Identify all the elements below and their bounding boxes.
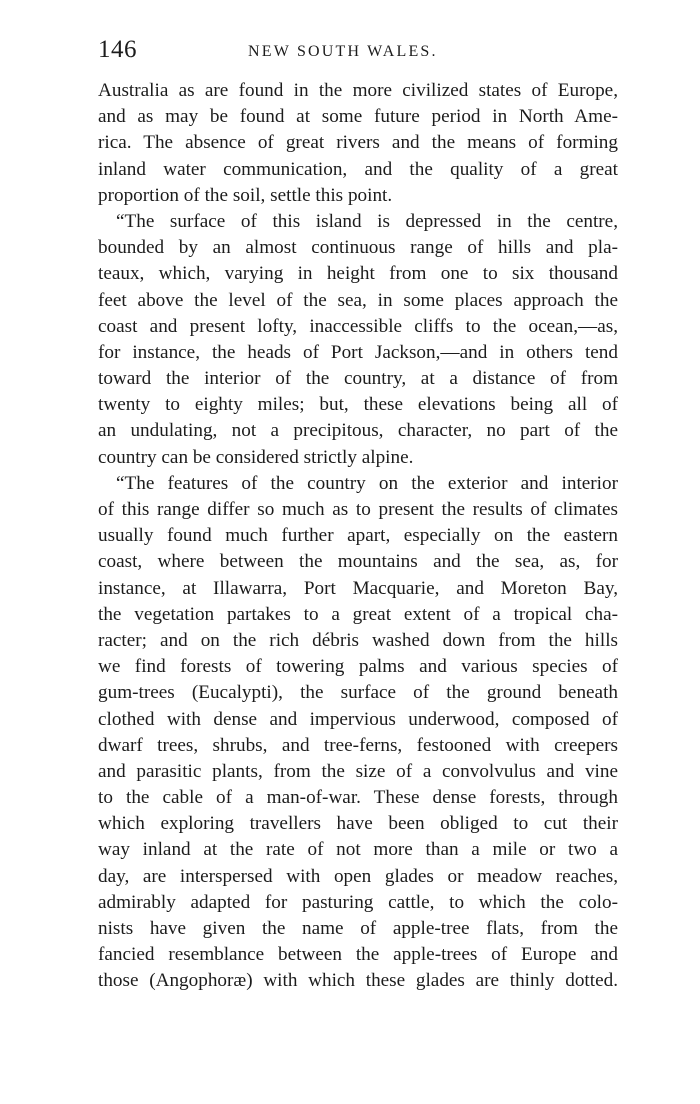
text-line: country can be considered strictly alpine.: [98, 446, 414, 468]
text-line: to the cable of a man-of-war. These dense forests, through: [98, 787, 618, 809]
text-line: toward the interior of the country, at a distance of from: [98, 368, 618, 390]
text-line: and as may be found at some future period in North Ame-: [98, 106, 618, 128]
text-line: clothed with dense and impervious underwood, composed of: [98, 708, 618, 730]
text-line: for instance, the heads of Port Jackson,—and in others tend: [98, 341, 618, 363]
text-line: “The surface of this island is depressed in the centre,: [116, 210, 618, 232]
text-line: racter; and on the rich débris washed down from the hills: [98, 629, 618, 651]
text-line: bounded by an almost continuous range of hills and pla-: [98, 237, 618, 259]
text-line: way inland at the rate of not more than a mile or two a: [98, 839, 618, 861]
text-line: feet above the level of the sea, in some places approach the: [98, 289, 618, 311]
text-line: an undulating, not a precipitous, character, no part of the: [98, 420, 618, 442]
text-line: gum-trees (Eucalypti), the surface of the ground beneath: [98, 682, 618, 704]
text-line: we find forests of towering palms and various species of: [98, 656, 618, 678]
text-line: which exploring travellers have been obliged to cut their: [98, 813, 618, 835]
text-line: admirably adapted for pasturing cattle, to which the colo-: [98, 891, 618, 913]
page-header: [98, 36, 618, 72]
text-line: coast, where between the mountains and the sea, as, for: [98, 551, 618, 573]
text-line: coast and present lofty, inaccessible cliffs to the ocean,—as,: [98, 315, 618, 337]
text-line: Australia as are found in the more civilized states of Europe,: [98, 80, 618, 101]
text-line: day, are interspersed with open glades or meadow reaches,: [98, 865, 618, 887]
text-line: inland water communication, and the quality of a great: [98, 158, 618, 180]
text-line: nists have given the name of apple-tree flats, from the: [98, 918, 618, 939]
body-text: [98, 78, 618, 995]
text-line: rica. The absence of great rivers and the means of forming: [98, 132, 618, 154]
text-line: dwarf trees, shrubs, and tree-ferns, festooned with creepers: [98, 734, 618, 756]
text-line: usually found much further apart, especially on the eastern: [98, 525, 618, 547]
text-line: those (Angophoræ) with which these glades are thinly dotted.: [98, 970, 618, 992]
text-line: twenty to eighty miles; but, these elevations being all of: [98, 394, 618, 416]
text-line: and parasitic plants, from the size of a convolvulus and vine: [98, 760, 618, 782]
text-line: “The features of the country on the exterior and interior: [116, 472, 618, 494]
text-line: proportion of the soil, settle this point.: [98, 184, 393, 206]
text-line: the vegetation partakes to a great extent of a tropical cha-: [98, 603, 618, 625]
running-head: NEW SOUTH WALES.: [248, 43, 438, 60]
text-line: fancied resemblance between the apple-trees of Europe and: [98, 944, 618, 966]
text-line: of this range differ so much as to present the results of climates: [98, 499, 618, 520]
text-line: teaux, which, varying in height from one to six thousand: [98, 263, 618, 285]
text-line: instance, at Illawarra, Port Macquarie, and Moreton Bay,: [98, 577, 618, 599]
page-number: 146: [98, 36, 137, 63]
